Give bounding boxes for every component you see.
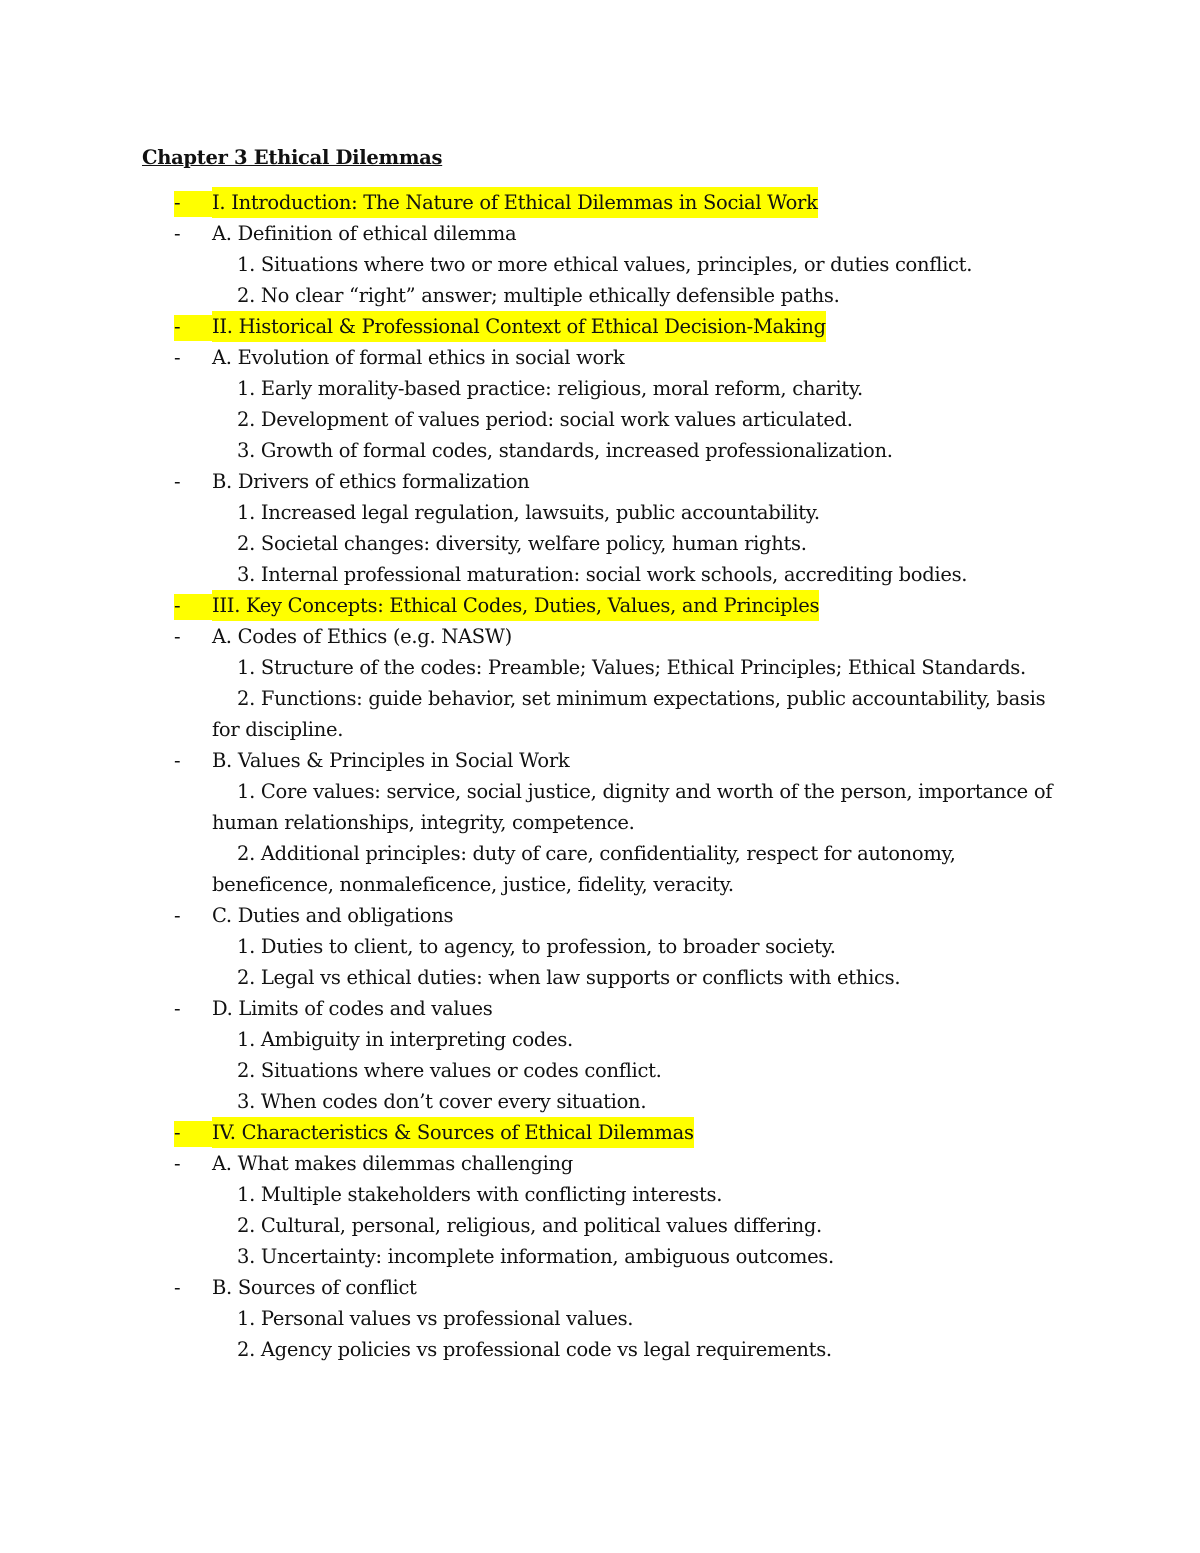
item-continuation [0,714,1200,745]
list-item [0,280,1200,311]
list-item-text: beneficence, nonmaleficence, justice, fidelity, veracity. [212,872,734,896]
list-item-text: 2. Development of values period: social work values articulated. [237,407,853,431]
subsection-text: A. What makes dilemmas challenging [212,1151,573,1175]
subsection-text: C. Duties and obligations [212,903,454,927]
subsection-line [0,342,1200,373]
section-heading [0,1117,1200,1148]
list-item [0,559,1200,590]
list-item [0,683,1200,714]
list-item [0,1179,1200,1210]
bullet-dash: - [174,1151,181,1175]
section-heading-text: III. Key Concepts: Ethical Codes, Duties, Values, and Principles [212,590,819,621]
bullet-dash: - [174,624,181,648]
list-item [0,776,1200,807]
bullet-dash: - [174,903,181,927]
list-item-text: 3. When codes don’t cover every situation. [237,1089,647,1113]
list-item [0,931,1200,962]
list-item-text: 1. Core values: service, social justice, dignity and worth of the person, importance of [237,779,1053,803]
bullet-dash: - [174,1120,181,1144]
bullet-dash: - [174,221,181,245]
list-item [0,1241,1200,1272]
subsection-text: A. Codes of Ethics (e.g. NASW) [212,624,512,648]
list-item-text: human relationships, integrity, competence. [212,810,635,834]
list-item-text: 2. Cultural, personal, religious, and political values differing. [237,1213,822,1237]
subsection-line [0,1148,1200,1179]
bullet-dash: - [174,314,181,338]
list-item-text: 1. Situations where two or more ethical values, principles, or duties conflict. [237,252,973,276]
subsection-text: A. Evolution of formal ethics in social work [212,345,625,369]
list-item [0,373,1200,404]
section-heading-text: IV. Characteristics & Sources of Ethical Dilemmas [212,1117,694,1148]
list-item [0,1086,1200,1117]
list-item [0,652,1200,683]
bullet-dash: - [174,345,181,369]
list-item [0,1303,1200,1334]
list-item [0,1334,1200,1365]
section-heading [0,187,1200,218]
list-item-text: 1. Duties to client, to agency, to profession, to broader society. [237,934,836,958]
list-item-text: 3. Uncertainty: incomplete information, ambiguous outcomes. [237,1244,834,1268]
list-item-text: for discipline. [212,717,344,741]
list-item [0,435,1200,466]
list-item-text: 3. Growth of formal codes, standards, increased professionalization. [237,438,893,462]
subsection-text: B. Values & Principles in Social Work [212,748,570,772]
bullet-dash: - [174,1275,181,1299]
subsection-text: A. Definition of ethical dilemma [212,221,517,245]
list-item-text: 3. Internal professional maturation: social work schools, accrediting bodies. [237,562,968,586]
subsection-line [0,993,1200,1024]
list-item [0,528,1200,559]
section-heading [0,590,1200,621]
list-item-text: 1. Early morality-based practice: religious, moral reform, charity. [237,376,863,400]
item-continuation [0,807,1200,838]
list-item [0,1055,1200,1086]
list-item-text: 1. Ambiguity in interpreting codes. [237,1027,573,1051]
list-item-text: 2. No clear “right” answer; multiple ethically defensible paths. [237,283,840,307]
list-item-text: 2. Situations where values or codes conflict. [237,1058,662,1082]
subsection-text: B. Drivers of ethics formalization [212,469,530,493]
list-item-text: 1. Multiple stakeholders with conflicting interests. [237,1182,723,1206]
subsection-line [0,466,1200,497]
bullet-dash: - [174,996,181,1020]
list-item [0,838,1200,869]
subsection-text: D. Limits of codes and values [212,996,493,1020]
item-continuation [0,869,1200,900]
bullet-dash: - [174,469,181,493]
list-item [0,249,1200,280]
list-item [0,1210,1200,1241]
list-item-text: 1. Personal values vs professional values. [237,1306,634,1330]
section-heading [0,311,1200,342]
subsection-line [0,1272,1200,1303]
section-heading-text: II. Historical & Professional Context of Ethical Decision-Making [212,311,826,342]
subsection-line [0,900,1200,931]
section-heading-text: I. Introduction: The Nature of Ethical Dilemmas in Social Work [212,187,818,218]
bullet-dash: - [174,593,181,617]
list-item-text: 2. Functions: guide behavior, set minimum expectations, public accountability, basis [237,686,1046,710]
subsection-line [0,745,1200,776]
bullet-dash: - [174,190,181,214]
list-item-text: 2. Agency policies vs professional code vs legal requirements. [237,1337,832,1361]
list-item-text: 2. Societal changes: diversity, welfare policy, human rights. [237,531,807,555]
bullet-dash: - [174,748,181,772]
list-item-text: 1. Increased legal regulation, lawsuits, public accountability. [237,500,820,524]
list-item-text: 2. Legal vs ethical duties: when law supports or conflicts with ethics. [237,965,901,989]
list-item [0,1024,1200,1055]
list-item [0,404,1200,435]
document-title: Chapter 3 Ethical Dilemmas [142,146,443,169]
outline-list [0,187,1200,1365]
subsection-text: B. Sources of conflict [212,1275,417,1299]
list-item-text: 1. Structure of the codes: Preamble; Values; Ethical Principles; Ethical Standards. [237,655,1026,679]
subsection-line [0,621,1200,652]
list-item-text: 2. Additional principles: duty of care, confidentiality, respect for autonomy, [237,841,956,865]
list-item [0,497,1200,528]
subsection-line [0,218,1200,249]
list-item [0,962,1200,993]
